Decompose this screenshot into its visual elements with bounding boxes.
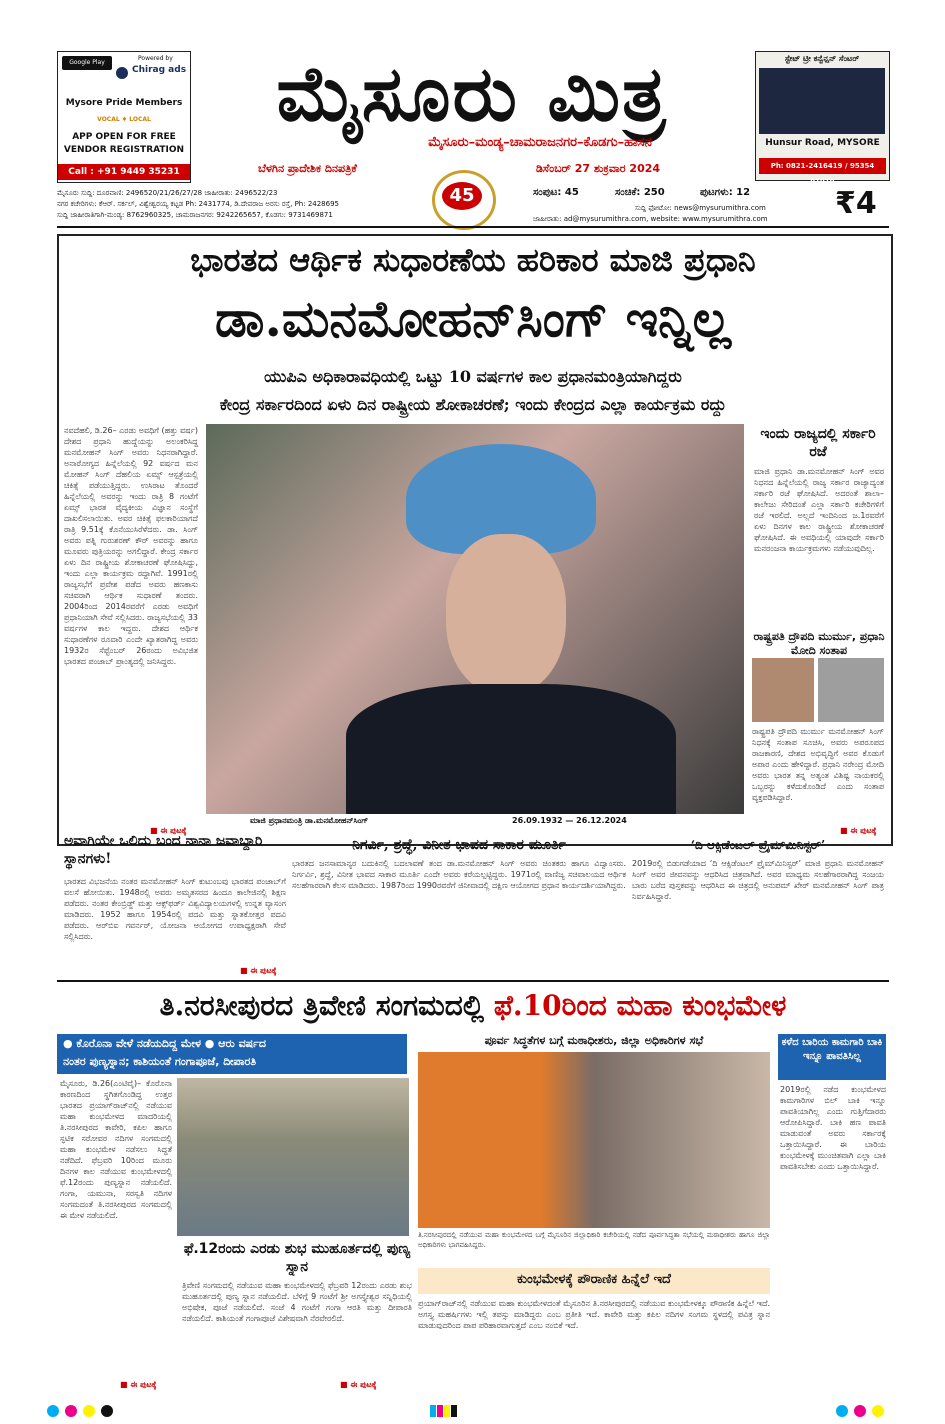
condolence-body: ರಾಷ್ಟ್ರಪತಿ ದ್ರೌಪದಿ ಮುರ್ಮು ಮನಮೋಹನ್ ಸಿಂಗ್ ನಿಧನಕ್ಕೆ ಸಂತಾಪ ಸೂಚಿಸಿ, ಅವರು ಅಪರೂಪದ ರಾಜಕಾರಣಿ, ದೇಶದ ಅಭಿವೃದ್ಧಿಗೆ ಅವರ ಕೊಡುಗೆ ಅಪಾರ ಎಂದು ಹೇಳಿದ್ದಾರೆ. ಪ್ರಧಾನಿ ನರೇಂದ್ರ ಮೋದಿ ಅವರು ಭಾರತ ತನ್ನ ಅತ್ಯಂತ ವಿಶಿಷ್ಟ ನಾಯಕರಲ್ಲಿ ಒಬ್ಬರನ್ನು ಕಳೆದುಕೊಂಡಿದೆ ಎಂದು ಸಂತಾಪ ವ್ಯಕ್ತಪಡಿಸಿದ್ದಾರೆ. <box>752 727 884 802</box>
lead-kicker: ಭಾರತದ ಆರ್ಥಿಕ ಸುಧಾರಣೆಯ ಹರಿಕಾರ ಮಾಜಿ ಪ್ರಧಾನಿ <box>190 241 756 279</box>
subhead-2-body: ಪ್ರಯಾಗ್‌ರಾಜ್‌ನಲ್ಲಿ ನಡೆಯುವ ಮಹಾ ಕುಂಭಮೇಳದಂತೆ ಮೈಸೂರಿನ ತಿ.ನರಸೀಪುರದಲ್ಲಿ ನಡೆಯುವ ಕುಂಭಮೇಳಕ್ಕೂ ಪೌರಾಣಿಕ ಹಿನ್ನೆಲೆ ಇದೆ. ಅಗಸ್ತ್ಯ ಮಹರ್ಷಿಗಳು ಇಲ್ಲಿ ತಪಸ್ಸು ಮಾಡಿದ್ದರು ಎಂಬ ಪ್ರತೀತಿ ಇದೆ. ಕಾವೇರಿ ಮತ್ತು ಕಪಿಲ ನದಿಗಳ ಸಂಗಮ ಸ್ಥಳದಲ್ಲಿ ಪವಿತ್ರ ಸ್ನಾನ ಮಾಡುವುದರಿಂದ ಪಾಪ ಪರಿಹಾರವಾಗುತ್ತದೆ ಎಂಬ ನಂಬಿಕೆ ಇದೆ. <box>418 1299 770 1330</box>
ad-venue-title: ಸ್ಟೇಟ್ ಟ್ರೀ ಕನ್ವೆನ್ಷನ್ ಸೆಂಟರ್ <box>784 54 860 63</box>
sidebar-byline: ■ ಈ ಪುಟಕ್ಕೆ <box>840 826 877 835</box>
cyan-mark-icon <box>47 1405 59 1417</box>
issue-date: ಡಿಸೆಂಬರ್ 27 ಶುಕ್ರವಾರ 2024 <box>536 162 661 175</box>
contact-line-3: ಸುದ್ದಿ ಜಾಹೀರಾತಿಗಾಗಿ-ಮಂಡ್ಯ: 8762960325, ಚಾಮರಾಜನಗರ: 9242265657, ಕೊಡಗು: 9731469871 <box>57 211 333 219</box>
kumbh-left-byline: ■ ಈ ಪುಟಕ್ಕೆ <box>120 1380 157 1389</box>
second-lead-headline <box>57 984 889 1028</box>
masthead-title: ಮೈಸೂರು ಮಿತ್ರ <box>276 49 668 138</box>
subhead-2: ಕುಂಭಮೇಳಕ್ಕೆ ಪೌರಾಣಿಕ ಹಿನ್ನೆಲೆ ಇದೆ <box>517 1272 671 1287</box>
yellow-mark-icon <box>83 1405 95 1417</box>
ad-phone[interactable]: Call : +91 9449 35231 <box>58 164 190 180</box>
anniversary-emblem <box>430 168 494 228</box>
lead-photo-dates: 26.09.1932 — 26.12.2024 <box>512 816 627 825</box>
face-shape <box>446 534 566 694</box>
issue-pages: ಪುಟಗಳು: 12 <box>700 187 751 198</box>
row2-byline: ■ ಈ ಪುಟಕ್ಕೆ <box>240 966 277 975</box>
kumbh-kicker-1: ● ಕೊರೊನಾ ವೇಳೆ ನಡೆಯದಿದ್ದ ಮೇಳ ● ಆರು ವರ್ಷದ <box>63 1037 266 1050</box>
ad-cta-line1: APP OPEN FOR FREE <box>72 132 176 142</box>
condolence-title: ರಾಷ್ಟ್ರಪತಿ ದ್ರೌಪದಿ ಮುರ್ಮು, ಪ್ರಧಾನಿ ಮೋದಿ ಸಂತಾಪ <box>753 630 885 657</box>
print-gradient-bar <box>430 1402 458 1421</box>
left-advertisement[interactable] <box>57 51 191 183</box>
yellow-mark-right-icon <box>872 1405 884 1417</box>
kumbh-kicker-2: ನಂತರ ಪುಣ್ಯಸ್ನಾನ; ಕಾಶಿಯಂತೆ ಗಂಗಾಪೂಜೆ, ದೀಪಾರತಿ <box>63 1055 257 1068</box>
issue-volume: ಸಂಪುಟ: 45 <box>533 187 579 198</box>
second-lead-headline-part1: ತಿ.ನರಸೀಪುರದ ತ್ರಿವೇಣಿ ಸಂಗಮದಲ್ಲಿ <box>159 989 494 1022</box>
email-ad[interactable]: ಜಾಹೀರಾತು: ad@mysurumithra.com, website: www.mysurumithra.com <box>533 215 768 223</box>
lead-headline: ಡಾ.ಮನಮೋಹನ್‌ಸಿಂಗ್ ಇನ್ನಿಲ್ಲ <box>214 289 732 348</box>
contact-line-2: ನಗರ ಕಚೇರಿಗಳು: ಕೆಆರ್. ಸರ್ಕಲ್, ವಿಶ್ವೇಶ್ವರಯ್ಯ ಕಟ್ಟಡ Ph: 2431774, ಡಿ.ದೇವರಾಜ ಅರಸು ರಸ್ತೆ, Ph: 2428695 <box>57 200 339 208</box>
bar-magenta-icon <box>437 1405 443 1417</box>
president-photo <box>752 658 814 722</box>
ad-vocal-local: VOCAL ♦ LOCAL <box>97 116 151 123</box>
ad-brand: Chirag ads <box>132 65 187 75</box>
ad-venue-phone[interactable]: Ph: 0821-2416419 / 95354 91919 <box>759 158 886 174</box>
story2-body: ಭಾರತದ ಜನಸಾಮಾನ್ಯರ ಬದುಕಿನಲ್ಲಿ ಬದಲಾವಣೆ ತಂದ ಡಾ.ಮನಮೋಹನ್ ಸಿಂಗ್ ಅವರು ಚಿಂತಕರು ಹಾಗೂ ವಿದ್ವಾಂಸರು. ನಿರ್ಗರ್ವಿ, ಶ್ರದ್ಧೆ, ವಿನೀತ ಭಾವದ ಸಾಕಾರ ಮೂರ್ತಿ ಎಂದೇ ಅವರು ಕರೆಯಲ್ಪಟ್ಟಿದ್ದರು. 1971ರಲ್ಲಿ ವಾಣಿಜ್ಯ ಸಚಿವಾಲಯದ ಆರ್ಥಿಕ ಸಲಹೆಗಾರರಾಗಿ ಕೆಲಸ ಮಾಡಿದರು. 1987ರಿಂದ 1990ರವರೆಗೆ ಜಿನೀವಾದಲ್ಲಿ ದಕ್ಷಿಣ ಆಯೋಗದ ಪ್ರಧಾನ ಕಾರ್ಯದರ್ಶಿಯಾಗಿದ್ದರು. <box>292 859 626 890</box>
bar-black-icon <box>451 1405 457 1417</box>
lead-story-body: ನವದೆಹಲಿ, ಡಿ.26– ಎರಡು ಅವಧಿಗೆ (ಹತ್ತು ವರ್ಷ) ದೇಶದ ಪ್ರಧಾನಿ ಹುದ್ದೆಯನ್ನು ಅಲಂಕರಿಸಿದ್ದ ಮನಮೋಹನ್ ಸಿಂಗ್ ಅವರು ನಿಧನರಾಗಿದ್ದಾರೆ. ಅನಾರೋಗ್ಯದ ಹಿನ್ನೆಲೆಯಲ್ಲಿ 92 ವರ್ಷದ ಮನ ಮೋಹನ್ ಸಿಂಗ್ ದೆಹಲಿಯ ಏಮ್ಸ್ ಆಸ್ಪತ್ರೆಯಲ್ಲಿ ಚಿಕಿತ್ಸೆ ಪಡೆಯುತ್ತಿದ್ದರು. ಉಸಿರಾಟ ತೊಂದರೆ ಹಿನ್ನೆಲೆಯಲ್ಲಿ ಅವರನ್ನು ಇಂದು ರಾತ್ರಿ 8 ಗಂಟೆಗೆ ಏಮ್ಸ್ ಭಾರತ ವೈದ್ಯಕೀಯ ವಿಜ್ಞಾನ ಸಂಸ್ಥೆಗೆ ದಾಖಲಿಸಲಾಯಿತು. ಅವರ ಚಿಕಿತ್ಸೆ ಫಲಕಾರಿಯಾಗದೆ ರಾತ್ರಿ 9.51ಕ್ಕೆ ಕೊನೆಯುಸಿರೆಳೆದರು. ಡಾ. ಸಿಂಗ್ ಅವರು ಪತ್ನಿ ಗುರುಶರಣ್ ಕೌರ್ ಅವರನ್ನು ಹಾಗೂ ಮೂವರು ಪುತ್ರಿಯರನ್ನು ಅಗಲಿದ್ದಾರೆ. ಕೇಂದ್ರ ಸರ್ಕಾರ ಏಳು ದಿನ ರಾಷ್ಟ್ರೀಯ ಶೋಕಾಚರಣೆ ಘೋಷಿಸಿದ್ದು, ಇಂದು ಎಲ್ಲಾ ಕಾರ್ಯಕ್ರಮ ರದ್ದಾಗಿವೆ. 1991ರಲ್ಲಿ ರಾಜ್ಯಸಭೆಗೆ ಪ್ರವೇಶ ಪಡೆದ ಅವರು ಹಣಕಾಸು ಸಚಿವರಾಗಿ ಆರ್ಥಿಕ ಸುಧಾರಣೆ ತಂದರು. 2004ರಿಂದ 2014ರವರೆಗೆ ಎರಡು ಅವಧಿಗೆ ಪ್ರಧಾನಿಯಾಗಿ ಸೇವೆ ಸಲ್ಲಿಸಿದರು. ರಾಜ್ಯಸಭೆಯಲ್ಲಿ 33 ವರ್ಷಗಳ ಕಾಲ ಇದ್ದರು. ದೇಶದ ಆರ್ಥಿಕ ಸುಧಾರಣೆಗಳ ರೂವಾರಿ ಎಂದೇ ಖ್ಯಾತರಾಗಿದ್ದ ಅವರು 1932ರ ಸೆಪ್ಟೆಂಬರ್ 26ರಂದು ಅವಿಭಜಿತ ಭಾರತದ ಪಂಜಾಬ್ ಪ್ರಾಂತ್ಯದಲ್ಲಿ ಜನಿಸಿದ್ದರು. <box>64 426 198 666</box>
row2-divider <box>57 980 889 982</box>
masthead-districts: ಮೈಸೂರು–ಮಂಡ್ಯ–ಚಾಮರಾಜನಗರ–ಕೊಡಗು–ಹಾಸನ <box>428 135 652 150</box>
holiday-title: ಇಂದು ರಾಜ್ಯದಲ್ಲಿ ಸರ್ಕಾರಿ ರಜೆ <box>760 426 876 460</box>
lead-photo-caption: ಮಾಜಿ ಪ್ರಧಾನಮಂತ್ರಿ ಡಾ.ಮನಮೋಹನ್‌ಸಿಂಗ್ <box>250 816 369 825</box>
bar-cyan-icon <box>430 1405 436 1417</box>
email-news[interactable]: ಸುದ್ದಿ ಫೋಟೋ: news@mysurumithra.com <box>635 204 766 212</box>
lead-subheadline-2: ಕೇಂದ್ರ ಸರ್ಕಾರದಿಂದ ಏಳು ದಿನ ರಾಷ್ಟ್ರೀಯ ಶೋಕಾಚರಣೆ; ಇಂದು ಕೇಂದ್ರದ ಎಲ್ಲಾ ಕಾರ್ಯಕ್ರಮ ರದ್ದು <box>219 395 727 414</box>
anniversary-number: 45 <box>442 182 482 210</box>
second-lead-headline-part2: ಫೆ.10ರಿಂದ ಮಹಾ ಕುಂಭಮೇಳ <box>493 989 787 1022</box>
contact-line-1: ಮೈಸೂರು ಸುದ್ದಿ: ದೂರವಾಣಿ: 2496520/21/26/27/28 ಜಾಹೀರಾತು: 2496522/23 <box>57 189 278 197</box>
story1-body: ಭಾರತದ ವಿಭಜನೆಯ ನಂತರ ಮನಮೋಹನ್ ಸಿಂಗ್ ಕುಟುಂಬವು ಭಾರತದ ಪಂಜಾಬ್‌ಗೆ ವಲಸೆ ಹೋಯಿತು. 1948ರಲ್ಲಿ ಅವರು ಅಮೃತಸರದ ಹಿಂದೂ ಕಾಲೇಜಿನಲ್ಲಿ ಶಿಕ್ಷಣ ಪಡೆದರು. ನಂತರ ಕೇಂಬ್ರಿಡ್ಜ್ ಮತ್ತು ಆಕ್ಸ್‌ಫರ್ಡ್ ವಿಶ್ವವಿದ್ಯಾಲಯಗಳಲ್ಲಿ ಉನ್ನತ ವ್ಯಾಸಂಗ ಮಾಡಿದರು. 1952 ಹಾಗೂ 1954ರಲ್ಲಿ ಪದವಿ ಮತ್ತು ಸ್ನಾತಕೋತ್ತರ ಪದವಿ ಪಡೆದರು. ಆರ್‌ಬಿಐ ಗವರ್ನರ್, ಯೋಜನಾ ಆಯೋಗದ ಉಪಾಧ್ಯಕ್ಷರಾಗಿ ಸೇವೆ ಸಲ್ಲಿಸಿದರು. <box>64 877 286 941</box>
coat-shape <box>346 684 676 814</box>
masthead-divider <box>57 226 889 228</box>
lead-byline: ■ ಈ ಪುಟಕ್ಕೆ <box>150 826 187 835</box>
right-title: ಕಳೆದ ಬಾರಿಯ ಕಾಮಗಾರಿ ಬಾಕಿ ಇನ್ನೂ ಪಾವತಿಸಿಲ್ಲ <box>781 1037 883 1062</box>
cyan-mark-right-icon <box>836 1405 848 1417</box>
chirag-logo-icon <box>116 67 128 79</box>
subhead-byline: ■ ಈ ಪುಟಕ್ಕೆ <box>340 1380 377 1389</box>
subhead-1-body: ತ್ರಿವೇಣಿ ಸಂಗಮದಲ್ಲಿ ನಡೆಯುವ ಮಹಾ ಕುಂಭಮೇಳದಲ್ಲಿ ಫೆಬ್ರವರಿ 12ರಂದು ಎರಡು ಶುಭ ಮುಹೂರ್ತದಲ್ಲಿ ಪುಣ್ಯ ಸ್ನಾನ ನಡೆಯಲಿದೆ. ಬೆಳಿಗ್ಗೆ 9 ಗಂಟೆಗೆ ಶ್ರೀ ಅಗಸ್ತ್ಯೇಶ್ವರ ಸನ್ನಿಧಿಯಲ್ಲಿ ಅಭಿಷೇಕ, ಪೂಜೆ ನಡೆಯಲಿದೆ. ಸಂಜೆ 4 ಗಂಟೆಗೆ ಗಂಗಾ ಆರತಿ ಮತ್ತು ದೀಪಾರತಿ ನಡೆಯಲಿದೆ. ಕಾಶಿಯಂತೆ ಗಂಗಾಪೂಜೆ ವಿಶೇಷವಾಗಿ ನೆರವೇರಲಿದೆ. <box>182 1281 412 1323</box>
holiday-body: ಮಾಜಿ ಪ್ರಧಾನಿ ಡಾ.ಮನಮೋಹನ್ ಸಿಂಗ್ ಅವರ ನಿಧನದ ಹಿನ್ನೆಲೆಯಲ್ಲಿ ರಾಜ್ಯ ಸರ್ಕಾರ ರಾಜ್ಯಾದ್ಯಂತ ಸರ್ಕಾರಿ ರಜೆ ಘೋಷಿಸಿದೆ. ಅದರಂತೆ ಶಾಲಾ–ಕಾಲೇಜು ಸೇರಿದಂತೆ ಎಲ್ಲಾ ಸರ್ಕಾರಿ ಕಚೇರಿಗಳಿಗೆ ರಜೆ ಇರಲಿದೆ. ಅಲ್ಲದೆ ಇಂದಿನಿಂದ ಜ.1ರವರೆಗೆ ಏಳು ದಿನಗಳ ಕಾಲ ರಾಷ್ಟ್ರೀಯ ಶೋಕಾಚರಣೆ ಘೋಷಿಸಿದೆ. ಈ ಅವಧಿಯಲ್ಲಿ ಯಾವುದೇ ಸರ್ಕಾರಿ ಮನರಂಜನಾ ಕಾರ್ಯಕ್ರಮಗಳು ನಡೆಯುವುದಿಲ್ಲ. <box>754 467 884 553</box>
prime-minister-photo <box>818 658 884 722</box>
ad-members: Mysore Pride Members <box>65 98 183 108</box>
ad-cta-line2: VENDOR REGISTRATION <box>63 145 185 155</box>
ad-venue-location: Hunsur Road, MYSORE <box>765 138 880 148</box>
black-mark-icon <box>101 1405 113 1417</box>
lead-photo-manmohan-singh <box>206 424 744 814</box>
story3-title: ‘ದಿ ಆಕ್ಸಿಡೆಂಟಲ್ ಪ್ರೈಮ್‌ಮಿನಿಸ್ಟರ್’ <box>690 838 826 852</box>
bar-yellow-icon <box>444 1405 450 1417</box>
right-body: 2019ರಲ್ಲಿ ನಡೆದ ಕುಂಭಮೇಳದ ಕಾಮಗಾರಿಗಳ ಬಿಲ್ ಬಾಕಿ ಇನ್ನೂ ಪಾವತಿಯಾಗಿಲ್ಲ ಎಂದು ಗುತ್ತಿಗೆದಾರರು ಆರೋಪಿಸಿದ್ದಾರೆ. ಬಾಕಿ ಹಣ ಪಾವತಿ ಮಾಡುವಂತೆ ಅವರು ಸರ್ಕಾರಕ್ಕೆ ಒತ್ತಾಯಿಸಿದ್ದಾರೆ. ಈ ಬಾರಿಯ ಕುಂಭಮೇಳಕ್ಕೆ ಮುಂಚಿತವಾಗಿ ಎಲ್ಲಾ ಬಾಕಿ ಪಾವತಿಸಬೇಕು ಎಂದು ಒತ್ತಾಯಿಸಿದ್ದಾರೆ. <box>780 1085 886 1171</box>
story3-body: 2019ರಲ್ಲಿ ಬಿಡುಗಡೆಯಾದ ‘ದಿ ಆಕ್ಸಿಡೆಂಟಲ್ ಪ್ರೈಮ್‌ಮಿನಿಸ್ಟರ್’ ಮಾಜಿ ಪ್ರಧಾನಿ ಮನಮೋಹನ್ ಸಿಂಗ್ ಅವರ ಜೀವನವನ್ನು ಆಧರಿಸಿದ ಚಿತ್ರವಾಗಿದೆ. ಅವರ ಮಾಧ್ಯಮ ಸಲಹೆಗಾರರಾಗಿದ್ದ ಸಂಜಯ ಬಾರು ಬರೆದ ಪುಸ್ತಕವನ್ನು ಆಧರಿಸಿದ ಈ ಚಿತ್ರದಲ್ಲಿ ಅನುಪಮ್ ಖೇರ್ ಮನಮೋಹನ್ ಸಿಂಗ್ ಪಾತ್ರ ನಿರ್ವಹಿಸಿದ್ದಾರೆ. <box>632 859 884 901</box>
right-advertisement[interactable] <box>755 51 890 186</box>
magenta-mark-right-icon <box>854 1405 866 1417</box>
meeting-photo <box>418 1052 770 1228</box>
print-color-marks-right <box>836 1402 890 1421</box>
magenta-mark-icon <box>65 1405 77 1417</box>
meeting-photo-note: ತಿ.ನರಸೀಪುರದಲ್ಲಿ ನಡೆಯುವ ಮಹಾ ಕುಂಭಮೇಳದ ಬಗ್ಗೆ ಮೈಸೂರಿನ ಜಿಲ್ಲಾಧಿಕಾರಿ ಕಚೇರಿಯಲ್ಲಿ ನಡೆದ ಪೂರ್ವಸಿದ್ಧತಾ ಸಭೆಯಲ್ಲಿ ಮಠಾಧೀಶರು ಹಾಗೂ ಜಿಲ್ಲಾ ಅಧಿಕಾರಿಗಳು ಭಾಗವಹಿಸಿದ್ದರು. <box>418 1231 770 1249</box>
edition-label: ಬೆಳಗಿನ ಪ್ರಾದೇಶಿಕ ದಿನಪತ್ರಿಕೆ <box>258 162 357 175</box>
lead-subheadline-1: ಯುಪಿಎ ಅಧಿಕಾರಾವಧಿಯಲ್ಲಿ ಒಟ್ಟು 10 ವರ್ಷಗಳ ಕಾಲ ಪ್ರಧಾನಮಂತ್ರಿಯಾಗಿದ್ದರು <box>264 367 682 386</box>
meeting-caption: ಪೂರ್ವ ಸಿದ್ಧತೆಗಳ ಬಗ್ಗೆ ಮಠಾಧೀಶರು, ಜಿಲ್ಲಾ ಅಧಿಕಾರಿಗಳ ಸಭೆ <box>484 1034 704 1047</box>
print-color-marks <box>47 1402 119 1421</box>
subhead-2-box <box>418 1268 770 1294</box>
issue-number: ಸಂಚಿಕೆ: 250 <box>615 187 665 198</box>
story2-title: ನಿಗರ್ವಿ, ಶ್ರದ್ಧೆ, ವಿನೀತ ಭಾವದ ಸಾಕಾರ ಮೂರ್ತಿ <box>352 837 566 853</box>
kumbh-mela-crowd-photo <box>177 1078 409 1236</box>
kumbh-left-body: ಮೈಸೂರು, ಡಿ.26(ಎಂಟಿವೈ)– ಕೊರೊನಾ ಕಾರಣದಿಂದ ಸ್ಥಗಿತಗೊಂಡಿದ್ದ ಉತ್ತರ ಭಾರತದ ಪ್ರಯಾಗ್‌ರಾಜ್‌ನಲ್ಲಿ ನಡೆಯುವ ಮಹಾ ಕುಂಭಮೇಳದ ಮಾದರಿಯಲ್ಲಿ ತಿ.ನರಸೀಪುರದ ಕಾವೇರಿ, ಕಪಿಲ ಹಾಗೂ ಸ್ಫಟಿಕ ಸರೋವರ ನದಿಗಳ ಸಂಗಮದಲ್ಲಿ ಮಹಾ ಕುಂಭಮೇಳ ನಡೆಸಲು ಸಿದ್ಧತೆ ನಡೆದಿದೆ. ಫೆಬ್ರವರಿ 10ರಿಂದ ಮೂರು ದಿನಗಳ ಕಾಲ ನಡೆಯುವ ಕುಂಭಮೇಳದಲ್ಲಿ ಫೆ.12ರಂದು ಪುಣ್ಯಸ್ನಾನ ನಡೆಯಲಿದೆ. ಗಂಗಾ, ಯಮುನಾ, ಸರಸ್ವತಿ ನದಿಗಳ ಸಂಗಮದಂತೆ ತಿ.ನರಸೀಪುರದ ಸಂಗಮದಲ್ಲಿ ಈ ಮೇಳ ನಡೆಯಲಿದೆ. <box>60 1079 172 1220</box>
kumbh-kicker-box <box>57 1034 407 1074</box>
price-tag: ₹4 <box>835 186 877 221</box>
story1-title: ಅವಾಗಿಯೇ ಒಲಿದು ಬಂದ ನಾನಾ ಜವಾಬ್ದಾರಿ ಸ್ಥಾನಗಳು! <box>64 833 263 867</box>
convention-center-photo <box>759 68 885 134</box>
ad-powered-by: Powered by <box>138 55 173 62</box>
google-play-badge[interactable]: Google Play <box>62 56 112 70</box>
right-title-box <box>778 1034 886 1080</box>
subhead-1: ಫೆ.12ರಂದು ಎರಡು ಶುಭ ಮುಹೂರ್ತದಲ್ಲಿ ಪುಣ್ಯ ಸ್ನಾನ <box>183 1241 411 1275</box>
